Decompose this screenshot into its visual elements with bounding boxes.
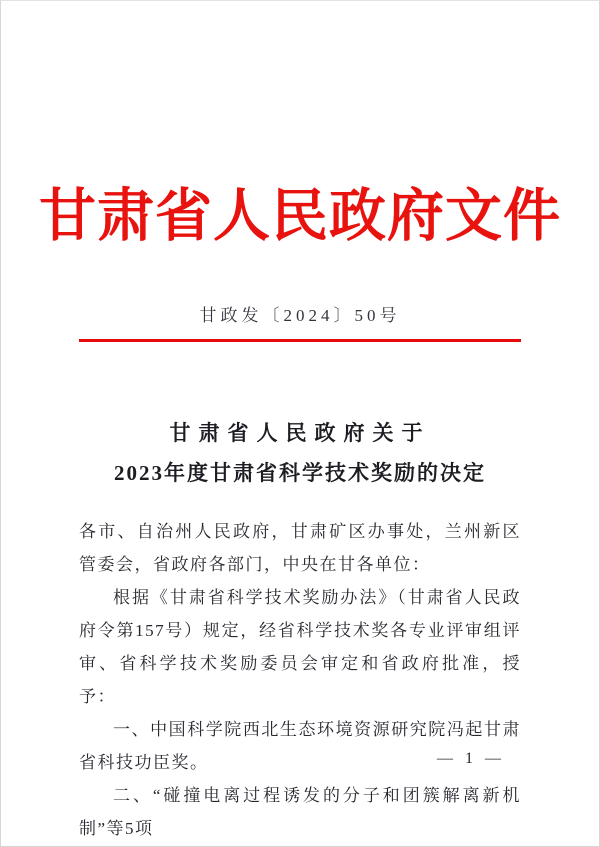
award-item-2-paragraph: 二、“碰撞电离过程诱发的分子和团簇解离新机制”等5项 — [79, 786, 521, 839]
document-title-line1: 甘肃省人民政府关于 — [169, 421, 431, 446]
document-number: 甘政发〔2024〕50号 — [199, 306, 401, 326]
award-item-1-paragraph: 一、中国科学院西北生态环境资源研究院冯起甘肃省科技功臣奖。 — [79, 720, 521, 773]
government-banner-title: 甘肃省人民政府文件 — [39, 185, 561, 248]
document-title-line2: 2023年度甘肃省科学技术奖励的决定 — [114, 461, 486, 486]
salutation-paragraph: 各市、自治州人民政府，甘肃矿区办事处，兰州新区管委会，省政府各部门，中央在甘各单位： — [79, 522, 521, 575]
red-divider-rule — [79, 339, 521, 342]
document-title — [1, 417, 599, 487]
page-number: — 1 — — [437, 750, 505, 767]
basis-paragraph: 根据《甘肃省科学技术奖励办法》（甘肃省人民政府令第157号）规定，经省科学技术奖各专业评审组评审、省科学技术奖励委员会审定和省政府批准，授予： — [79, 588, 521, 707]
document-body — [1, 515, 599, 845]
